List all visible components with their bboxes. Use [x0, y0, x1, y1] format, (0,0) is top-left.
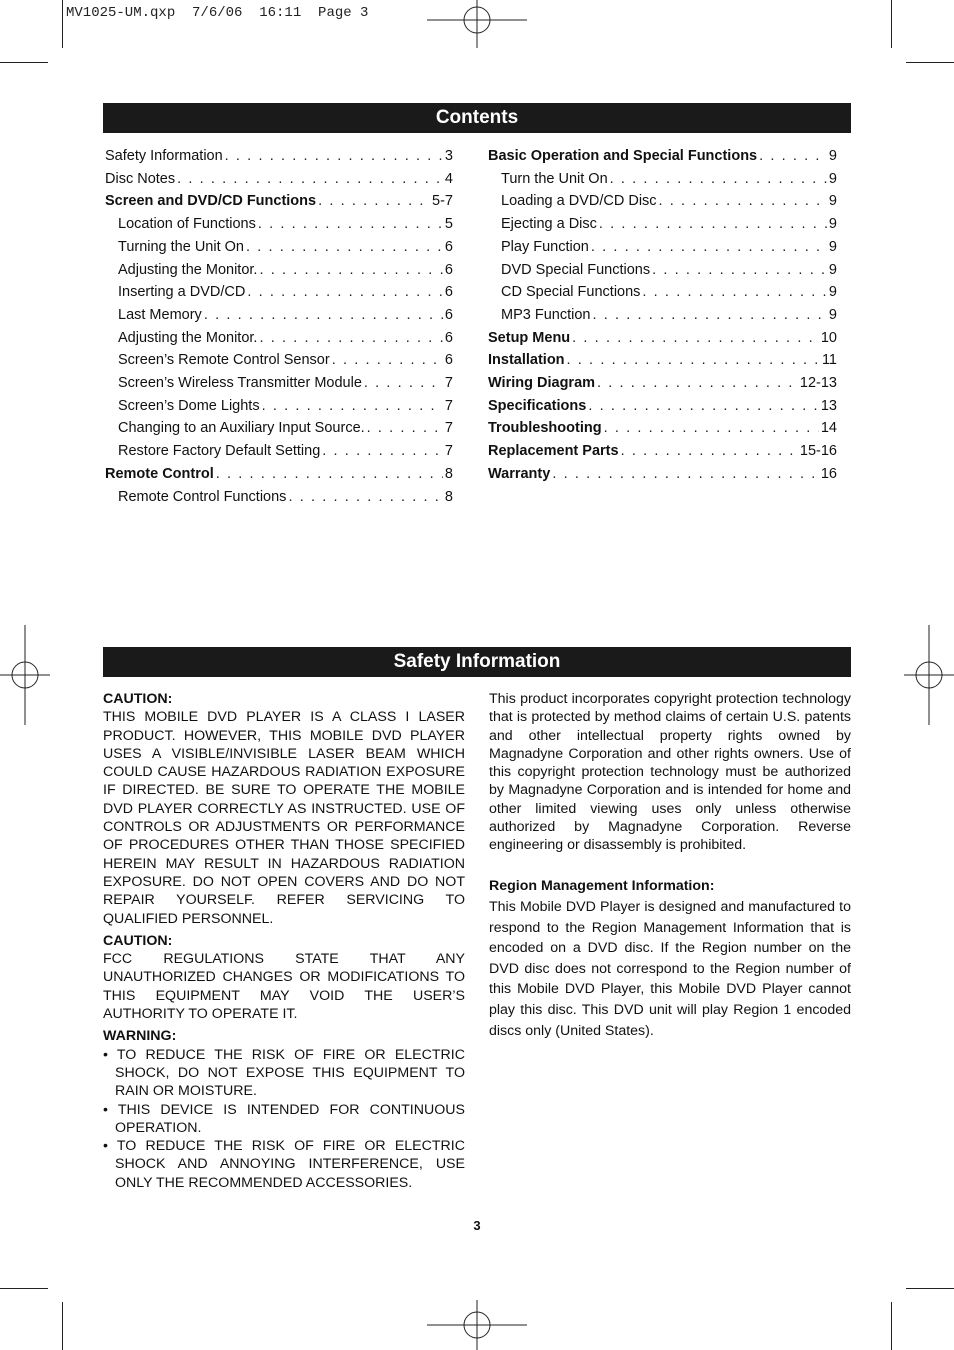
- toc-entry: [105, 259, 453, 282]
- toc-entry: [488, 463, 837, 486]
- crop-mark: [891, 1302, 892, 1350]
- toc-leader-dots: [642, 281, 827, 304]
- region-management-heading: Region Management Information:: [489, 877, 715, 894]
- toc-entry-title: Installation: [488, 352, 565, 369]
- toc-entry-page: 6: [444, 306, 453, 323]
- toc-entry-page: 5: [444, 216, 453, 233]
- toc-entry: [488, 372, 837, 395]
- toc-leader-dots: [262, 395, 443, 418]
- toc-entry-page: 9: [828, 261, 837, 278]
- toc-entry: [105, 349, 453, 372]
- crop-mark: [0, 1288, 48, 1289]
- toc-entry-title: Replacement Parts: [488, 443, 619, 460]
- toc-entry-page: 4: [444, 170, 453, 187]
- toc-entry-title: Screen and DVD/CD Functions: [105, 193, 317, 210]
- toc-entry: [105, 327, 453, 350]
- toc-entry: [105, 486, 453, 509]
- toc-entry-title: Restore Factory Default Setting: [118, 443, 321, 460]
- warning-item: • TO REDUCE THE RISK OF FIRE OR ELECTRIC SHOCK, DO NOT EXPOSE THIS EQUIPMENT TO RAIN OR MOISTURE.: [103, 1046, 465, 1100]
- toc-entry-title: Changing to an Auxiliary Input Source.: [118, 420, 365, 437]
- toc-leader-dots: [591, 236, 827, 259]
- toc-entry-page: 7: [444, 397, 453, 414]
- toc-entry-page: 9: [828, 284, 837, 301]
- toc-entry: [488, 304, 837, 327]
- toc-leader-dots: [597, 372, 798, 395]
- toc-leader-dots: [610, 168, 827, 191]
- toc-entry: [488, 440, 837, 463]
- toc-entry-page: 9: [828, 193, 837, 210]
- toc-entry-page: 16: [820, 465, 837, 482]
- toc-entry-title: Remote Control: [105, 465, 214, 482]
- toc-leader-dots: [318, 190, 430, 213]
- toc-entry-title: Specifications: [488, 397, 587, 414]
- toc-leader-dots: [322, 440, 443, 463]
- toc-entry-page: 9: [828, 216, 837, 233]
- toc-leader-dots: [367, 417, 443, 440]
- toc-leader-dots: [759, 145, 827, 168]
- toc-entry-page: 11: [821, 352, 837, 369]
- toc-entry-title: Inserting a DVD/CD: [118, 284, 246, 301]
- toc-entry-title: CD Special Functions: [501, 284, 641, 301]
- toc-entry-title: Location of Functions: [118, 216, 256, 233]
- registration-mark-icon: [427, 0, 527, 48]
- toc-entry: [105, 372, 453, 395]
- toc-entry-page: 8: [444, 488, 453, 505]
- registration-mark-icon: [427, 1300, 527, 1350]
- toc-entry-page: 12-13: [799, 375, 837, 392]
- toc-entry-page: 6: [444, 329, 453, 346]
- safety-right-column: [489, 690, 851, 1041]
- toc-entry: [488, 168, 837, 191]
- toc-entry-title: Turning the Unit On: [118, 238, 244, 255]
- toc-entry: [105, 190, 453, 213]
- toc-entry-page: 3: [444, 148, 453, 164]
- caution-heading: CAUTION:: [103, 691, 173, 707]
- toc-leader-dots: [567, 349, 820, 372]
- toc-entry-page: 7: [444, 443, 453, 460]
- toc-entry-title: Last Memory: [118, 306, 202, 323]
- toc-entry-page: 15-16: [799, 443, 837, 460]
- toc-entry: [488, 395, 837, 418]
- toc-leader-dots: [247, 281, 443, 304]
- toc-leader-dots: [588, 395, 819, 418]
- caution-heading: CAUTION:: [103, 932, 173, 949]
- toc-right-column: [488, 145, 837, 486]
- toc-entry-title: Adjusting the Monitor.: [118, 329, 258, 346]
- printer-slug: MV1025-UM.qxp 7/6/06 16:11 Page 3: [66, 5, 369, 21]
- toc-entry: [488, 236, 837, 259]
- toc-entry: [105, 440, 453, 463]
- toc-entry-title: Ejecting a Disc: [501, 216, 597, 233]
- toc-entry-title: DVD Special Functions: [501, 261, 651, 278]
- toc-entry: [105, 281, 453, 304]
- toc-entry-title: MP3 Function: [501, 306, 591, 323]
- crop-mark: [891, 0, 892, 48]
- toc-entry-page: 14: [820, 420, 837, 437]
- toc-leader-dots: [204, 304, 443, 327]
- toc-leader-dots: [332, 349, 443, 372]
- toc-leader-dots: [572, 327, 819, 350]
- toc-entry-title: Screen’s Wireless Transmitter Module: [118, 375, 362, 392]
- warning-item: • THIS DEVICE IS INTENDED FOR CONTINUOUS OPERATION.: [103, 1101, 465, 1136]
- page-number: 3: [473, 1218, 481, 1233]
- warning-item: • TO REDUCE THE RISK OF FIRE OR ELECTRIC SHOCK AND ANNOYING INTERFERENCE, USE ONLY THE RECOMMENDED ACCESSORIES.: [103, 1138, 465, 1191]
- toc-entry-title: Basic Operation and Special Functions: [488, 148, 758, 164]
- toc-entry: [105, 395, 453, 418]
- toc-entry: [105, 463, 453, 486]
- toc-leader-dots: [364, 372, 443, 395]
- toc-left-column: [105, 145, 453, 508]
- toc-entry-page: 8: [444, 465, 453, 482]
- toc-entry: [488, 281, 837, 304]
- toc-entry-page: 6: [444, 284, 453, 301]
- toc-entry: [488, 417, 837, 440]
- toc-entry: [488, 259, 837, 282]
- toc-leader-dots: [288, 486, 442, 509]
- toc-entry-page: 13: [820, 397, 837, 414]
- toc-entry-page: 7: [444, 420, 453, 437]
- toc-entry: [488, 190, 837, 213]
- toc-entry-title: Disc Notes: [105, 170, 176, 187]
- toc-entry: [105, 417, 453, 440]
- crop-mark: [62, 1302, 63, 1350]
- toc-entry: [488, 327, 837, 350]
- toc-entry-title: Turn the Unit On: [501, 170, 608, 187]
- toc-entry-page: 5-7: [432, 193, 453, 210]
- toc-entry-page: 6: [444, 238, 453, 255]
- toc-leader-dots: [552, 463, 819, 486]
- toc-entry-title: Play Function: [501, 238, 589, 255]
- toc-entry: [105, 236, 453, 259]
- caution-laser-text: THIS MOBILE DVD PLAYER IS A CLASS I LASER PRODUCT. HOWEVER, THIS MOBILE DVD PLAYER USES A VISIBLE/INVISIBLE LASER BEAM WHICH COULD CAUSE HAZARDOUS RADIATION EXPOSURE IF DIRECTED. BE SURE TO OPERATE THE MOBILE DVD PLAYER CORRECTLY AS INSTRUCTED. USE OF CONTROLS OR ADJUSTMENTS OR PERFORMANCE OF PROCEDURES OTHER THAN THOSE SPECIFIED HEREIN MAY RESULT IN HAZARDOUS RADIATION EXPOSURE. DO NOT OPEN COVERS AND DO NOT REPAIR YOURSELF. REFER SERVICING TO QUALIFIED PERSONNEL.: [103, 709, 465, 927]
- toc-entry-page: 9: [828, 306, 837, 323]
- toc-entry-page: 9: [828, 148, 837, 164]
- toc-entry-page: 6: [444, 352, 453, 369]
- toc-entry: [105, 168, 453, 191]
- toc-leader-dots: [258, 213, 443, 236]
- toc-entry: [488, 145, 837, 168]
- toc-entry-title: Setup Menu: [488, 329, 571, 346]
- safety-left-column: [103, 690, 465, 1192]
- toc-entry-page: 10: [820, 329, 837, 346]
- toc-leader-dots: [259, 327, 442, 350]
- crop-mark: [62, 0, 63, 48]
- toc-leader-dots: [177, 168, 443, 191]
- toc-entry-title: Safety Information: [105, 148, 223, 164]
- toc-leader-dots: [659, 190, 827, 213]
- region-management-text: This Mobile DVD Player is designed and manufactured to respond to the Region Management Information that is encoded on a DVD disc. If the Region number on the DVD disc does not correspond to the Region number of this Mobile DVD Player, this Mobile DVD Player cannot play this disc. This DVD unit will play Region 1 encoded discs only (United States).: [489, 898, 851, 1039]
- registration-mark-icon: [0, 625, 50, 725]
- toc-entry-title: Wiring Diagram: [488, 375, 596, 392]
- toc-entry-title: Screen’s Remote Control Sensor: [118, 352, 330, 369]
- toc-entry-page: 9: [828, 238, 837, 255]
- toc-leader-dots: [225, 145, 443, 168]
- toc-leader-dots: [604, 417, 819, 440]
- crop-mark: [906, 1288, 954, 1289]
- toc-entry-page: 7: [444, 375, 453, 392]
- crop-mark: [906, 62, 954, 63]
- toc-leader-dots: [216, 463, 443, 486]
- toc-entry: [488, 213, 837, 236]
- toc-entry: [105, 304, 453, 327]
- toc-entry-title: Remote Control Functions: [118, 488, 287, 505]
- toc-leader-dots: [621, 440, 798, 463]
- toc-leader-dots: [592, 304, 826, 327]
- warning-heading: WARNING:: [103, 1028, 177, 1045]
- toc-entry-title: Troubleshooting: [488, 420, 602, 437]
- toc-leader-dots: [246, 236, 443, 259]
- toc-entry-page: 6: [444, 261, 453, 278]
- toc-entry-title: Warranty: [488, 465, 551, 482]
- contents-header: Contents: [103, 103, 851, 133]
- toc-entry-title: Screen’s Dome Lights: [118, 397, 260, 414]
- copyright-protection-text: This product incorporates copyright protection technology that is protected by method claims of certain U.S. patents and other intellectual property rights owned by Magnadyne Corporation and other rights owners. Use of this copyright protection technology must be authorized by Magnadyne Corporation and is intended for home and other limited viewing uses only unless otherwise authorized by Magnadyne Corporation. Reverse engineering or disassembly is prohibited.: [489, 691, 851, 854]
- toc-entry-title: Adjusting the Monitor.: [118, 261, 258, 278]
- toc-entry-title: Loading a DVD/CD Disc: [501, 193, 657, 210]
- toc-leader-dots: [259, 259, 442, 282]
- registration-mark-icon: [904, 625, 954, 725]
- toc-leader-dots: [599, 213, 827, 236]
- toc-leader-dots: [652, 259, 827, 282]
- caution-fcc-text: FCC REGULATIONS STATE THAT ANY UNAUTHORIZED CHANGES OR MODIFICATIONS TO THIS EQUIPMENT MAY VOID THE USER’S AUTHORITY TO OPERATE IT.: [103, 951, 465, 1023]
- safety-information-header: Safety Information: [103, 647, 851, 677]
- toc-entry: [105, 213, 453, 236]
- toc-entry-page: 9: [828, 170, 837, 187]
- toc-entry: [488, 349, 837, 372]
- crop-mark: [0, 62, 48, 63]
- toc-entry: [105, 145, 453, 168]
